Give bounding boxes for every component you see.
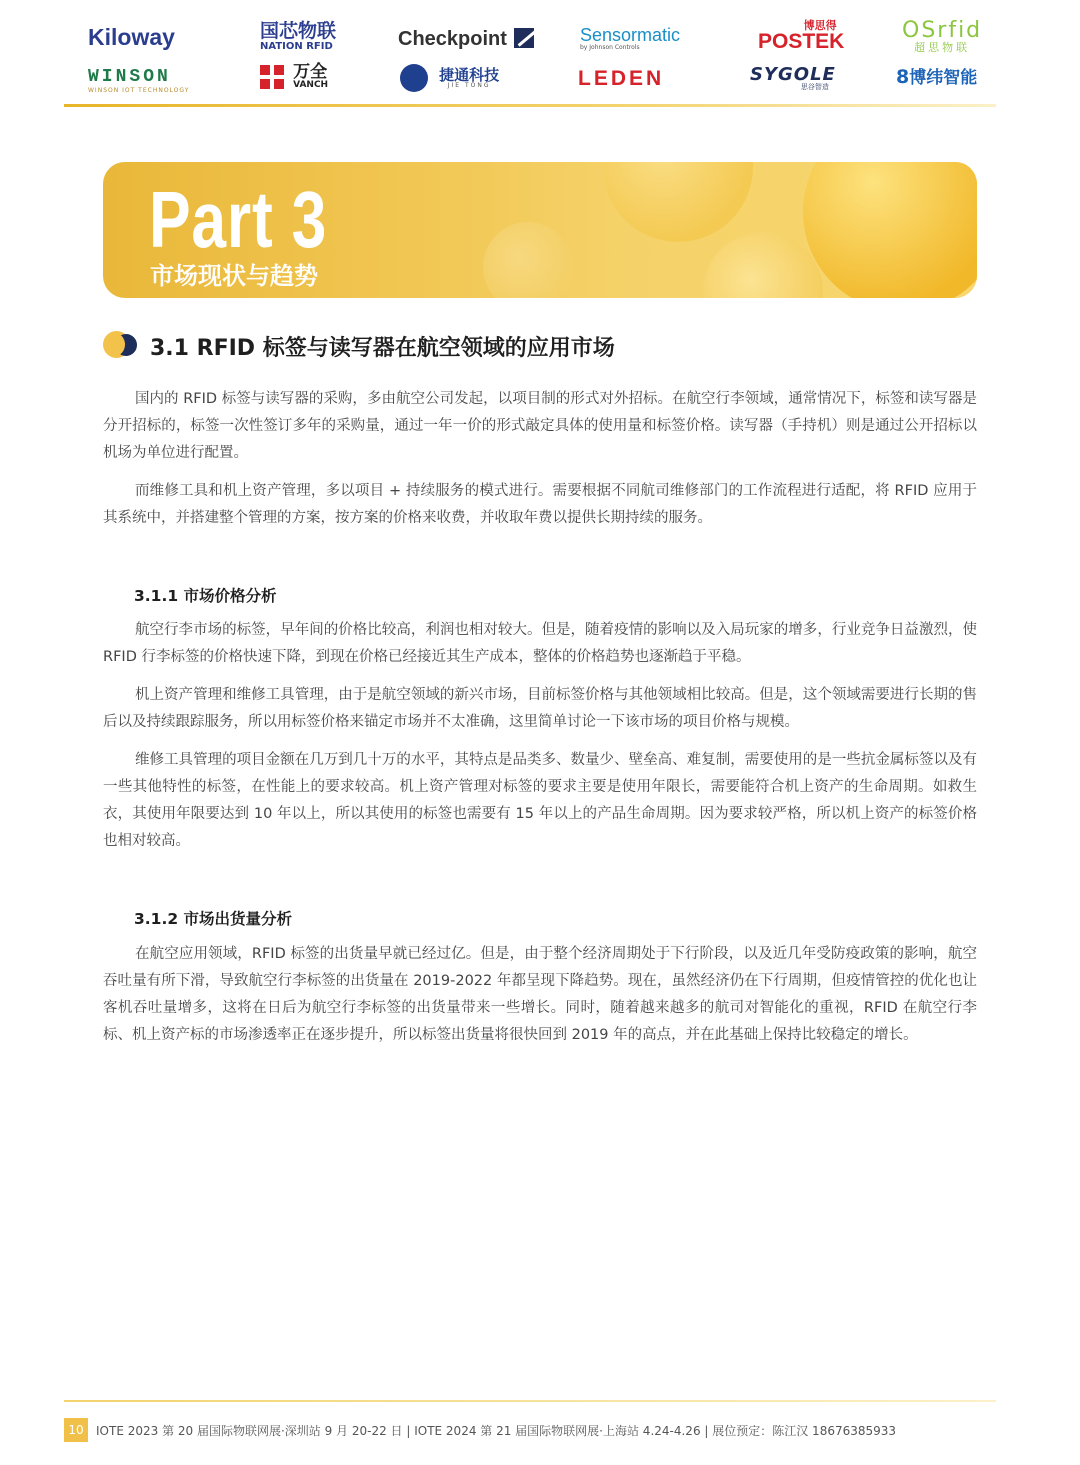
checkpoint-logo: Checkpoint	[398, 28, 534, 49]
section-bullet-icon	[103, 331, 139, 359]
paragraph: 而维修工具和机上资产管理，多以项目 + 持续服务的模式进行。需要根据不同航司维修部门的工作流程进行适配，将 RFID 应用于其系统中，并搭建整个管理的方案，按方案的价格来收费，并收取年费以提供长期持续的服务。	[103, 483, 977, 526]
banner-bubble	[703, 232, 823, 298]
paragraph: 国内的 RFID 标签与读写器的采购，多由航空公司发起，以项目制的形式对外招标。在航空行李领域，通常情况下，标签和读写器是分开招标的，标签一次性签订多年的采购量，通过一年一价的形式敲定具体的使用量和标签价格。读写器（手持机）则是通过公开招标以机场为单位进行配置。	[103, 391, 977, 461]
page-number: 10	[64, 1418, 88, 1442]
postek-logo: 博思得 POSTEK	[758, 19, 845, 53]
header-divider	[64, 104, 996, 107]
bowei-mark-icon: 8	[896, 66, 910, 88]
subsection-title: 3.1.2 市场出货量分析	[134, 910, 293, 928]
part-title: Part 3	[149, 175, 328, 264]
osrfid-logo: OSrfid 超思物联	[902, 18, 983, 54]
sensormatic-logo: Sensormatic by Johnson Controls	[580, 25, 681, 51]
banner-bubble	[483, 222, 573, 298]
leden-logo: LEDEN	[578, 67, 665, 90]
jietong-logo: 捷通科技 JIE TONG	[400, 64, 499, 92]
part-banner	[103, 162, 977, 298]
bowei-logo: 8博纬智能	[896, 66, 978, 88]
sponsor-logos	[64, 14, 996, 104]
nation-rfid-logo: 国芯物联 NATION RFID	[260, 20, 337, 52]
jietong-mark-icon	[400, 64, 428, 92]
paragraph: 在航空应用领域，RFID 标签的出货量早就已经过亿。但是，由于整个经济周期处于下行阶段，以及近几年受防疫政策的影响，航空吞吐量有所下滑，导致航空行李标签的出货量在 2019-2022 年都呈现下降趋势。现在，虽然经济仍在下行周期，但疫情管控的优化也让客机吞吐量增多，这将在日后为航空行李标签的出货量带来一些增长。同时，随着越来越多的航司对智能化的重视，RFID 在航空行李标、机上资产标的市场渗透率正在逐步提升，所以标签出货量将很快回到 2019 年的高点，并在此基础上保持比较稳定的增长。	[103, 946, 977, 1043]
checkpoint-mark-icon	[514, 28, 534, 48]
subsection-title: 3.1.1 市场价格分析	[134, 587, 277, 605]
banner-bubble	[603, 162, 753, 242]
banner-bubble	[803, 162, 977, 298]
vanch-logo: 万全 VANCH	[260, 64, 328, 90]
part-subtitle: 市场现状与趋势	[150, 262, 318, 290]
winson-logo: WINSON WINSON IOT TECHNOLOGY	[88, 67, 190, 94]
kiloway-logo: Kiloway	[88, 24, 175, 50]
section-title: 3.1 RFID 标签与读写器在航空领域的应用市场	[150, 336, 615, 361]
footer-text: IOTE 2023 第 20 届国际物联网展·深圳站 9 月 20-22 日 | IOTE 2024 第 21 届国际物联网展·上海站 4.24-4.26 | 展位预定：陈江汉 18676385933	[96, 1424, 897, 1438]
vanch-mark-icon	[260, 65, 284, 89]
paragraph: 航空行李市场的标签，早年间的价格比较高，利润也相对较大。但是，随着疫情的影响以及入局玩家的增多，行业竞争日益激烈，使 RFID 行李标签的价格快速下降，到现在价格已经接近其生产成本，整体的价格趋势也逐渐趋于平稳。	[103, 622, 977, 665]
paragraph: 维修工具管理的项目金额在几万到几十万的水平，其特点是品类多、数量少、壁垒高、难复制，需要使用的是一些抗金属标签以及有一些其他特性的标签，在性能上的要求较高。机上资产管理对标签的要求主要是使用年限长，需要能符合机上资产的生命周期。如救生衣，其使用年限要达到 10 年以上，所以其使用的标签也需要有 15 年以上的产品生命周期。因为要求较严格，所以机上资产的标签价格也相对较高。	[103, 752, 977, 849]
sygole-logo: SYGOLE 思谷智造	[750, 64, 836, 91]
paragraph: 机上资产管理和维修工具管理，由于是航空领域的新兴市场，目前标签价格与其他领域相比较高。但是，这个领域需要进行长期的售后以及持续跟踪服务，所以用标签价格来锚定市场并不太准确，这里简单讨论一下该市场的项目价格与规模。	[103, 687, 977, 730]
footer-divider	[64, 1400, 996, 1402]
